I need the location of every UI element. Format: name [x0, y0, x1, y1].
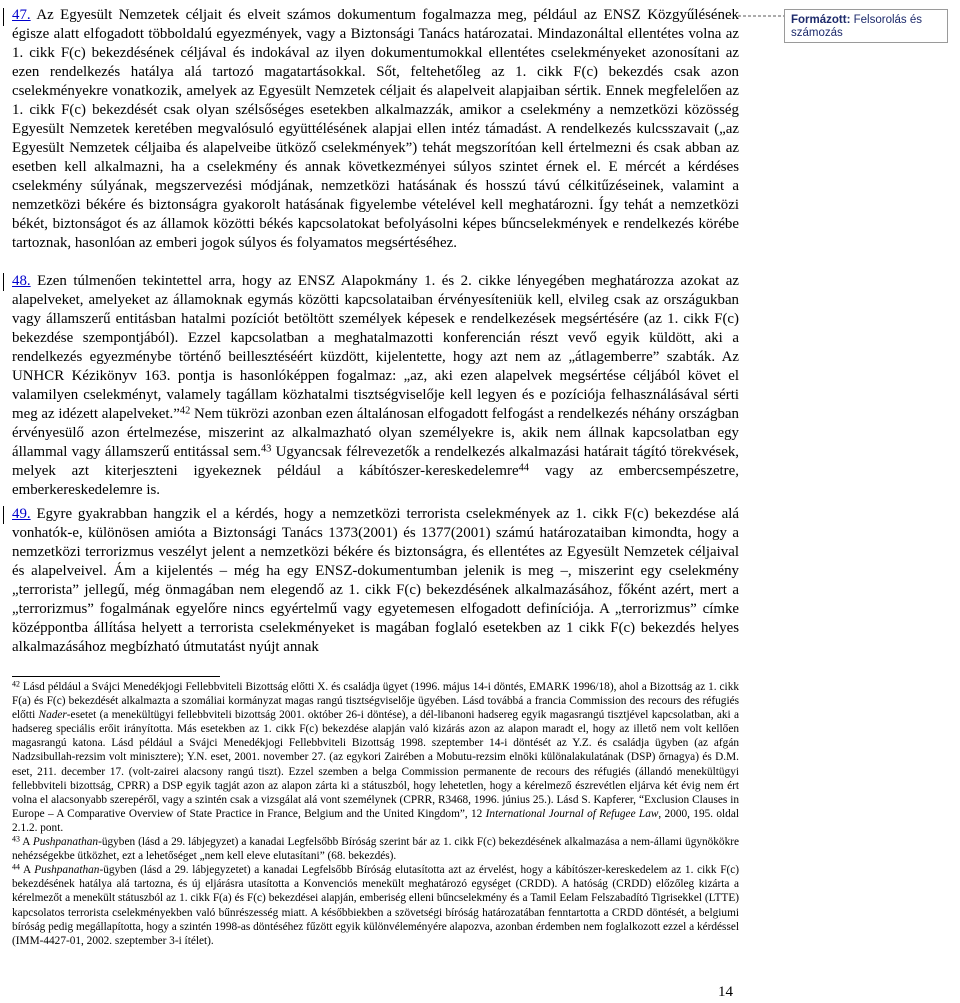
paragraph-number[interactable]: 47.	[12, 7, 31, 23]
footnote-text: A	[22, 836, 33, 849]
comment-connector	[738, 14, 786, 18]
footnote-text: A	[22, 864, 35, 877]
footnotes	[12, 680, 739, 948]
footnote-number: 44	[12, 862, 20, 872]
paragraph-47	[12, 6, 739, 253]
formatting-comment-balloon[interactable]	[784, 9, 948, 43]
page-number: 14	[718, 984, 733, 1000]
change-bar	[3, 8, 4, 26]
paragraph-number[interactable]: 49.	[12, 506, 31, 522]
footnote-text: -ügyben (lásd a 29. lábjegyzetet) a kanadai Legfelsőbb Bíróság elutasította azt az érvelést, hogy a kábítószer-kereskedelem az 1. cikk F(c) bekezdésének hatálya alá tartozna, és új eljárásra utasította a Konvenciós menekült meghatározó egységet (CRDD). A hatóság (CRDD) előzőleg kizárta a kérelmezőt a menekült státuszból az 1. cikk F(a) és F(c) bekezdései alapján, emberiség elleni bűncselekmény és a Tamil Eelam Felszabadító Tigrisekkel (LTTE) kapcsolatos terrorista cselekményekben való bűnrészesség miatt. A későbbiekben a szövetségi bíróság határozatában fenntartotta a CRDD döntését, a belgiumi bíróság pedig megállapította, hogy a szintén 1998-as döntéséhez fűzött egyik különvéleményére alapozva, azonban érdemben nem foglalkozott ezzel a kérdéssel (IMM-4427-01, 2002. szeptember 3-i ítélet).	[12, 864, 740, 947]
footnote-number: 42	[12, 679, 20, 689]
paragraph-number[interactable]: 48.	[12, 273, 31, 289]
change-bar	[3, 506, 4, 524]
footnote-emphasis: Nader	[38, 709, 67, 722]
footnote-emphasis: International Journal of Refugee Law	[485, 807, 659, 820]
paragraph-text: Az Egyesült Nemzetek céljait és elveit számos dokumentum fogalmazza meg, például az ENSZ Közgyűlésének égisze alatt elfogadott többoldalú egyezmények, vagy a Biztonsági Tanács határozatai. Mindazonáltal ellentétes volna az 1. cikk F(c) bekezdésének céljával és indokával az ilyen dokumentumokkal ellentétes cselekményeket azonosítani az ezen rendelkezés hatálya alá tartozó magatartásokkal. Sőt, feltehetőleg az 1. cikk F(c) bekezdés csak azon cselekményekre vonatkozik, amelyek az Egyesült Nemzetek céljait és alapelveit alapjaiban sértik. Ennek megfelelően az 1. cikk F(c) bekezdését csak olyan szélsőséges esetekben alkalmazzák, amikor a cselekmény a nemzetközi közösség Egyesült Nemzetek keretében megvalósuló együttélésének alapjai ellen intéz támadást. A rendelkezés kulcsszavait („az Egyesült Nemzetek céljaiba és alapelveibe ütköző cselekmények”) tehát megszorítóan kell értelmezni és csak abban az esetben kell alkalmazni, ha a cselekmény és annak következményei súlyos szintet érnek el. E mércét a kérdéses cselekmény súlyának, megszervezési módjának, nemzetközi hatásának és hosszú távú célkitűzéseinek, valamint a nemzetközi békére és biztonságra gyakorolt hatásának figyelembe vételével kell meghatározni. Így tehát a nemzetközi békét, biztonságot és az államok közötti békés kapcsolatokat befolyásolni képes bűncselekmények e rendelkezés körébe tartoznak, hasonlóan az emberi jogok súlyos és folyamatos megsértéséhez.	[12, 7, 739, 251]
footnote-text: Lásd például a Svájci Menedékjogi Fellebbviteli Bizottság előtti X. és családja ügyet (1996. május 14-i döntés, EMARK 1996/18), ahol a Bizottság az 1. cikk F(a) és F(c) bekezdését alkalmazta a szomáliai kormányzat magas rangú tisztségviselője ügyében. Lásd továbbá a francia Commission des recours des réfugiés előtti	[12, 681, 739, 722]
footnote-text: , 2000, 195. oldal 2.1.2. pont.	[12, 807, 739, 834]
change-bar	[3, 273, 4, 291]
paragraph-text: Nem tükrözi azonban ezen általánosan elfogadott felfogást a rendelkezés néhány országban érvényesülő azon értelmezése, miszerint az alkalmazható olyan személyekre is, akik nem állnak kapcsolatban egy állammal vagy államszerű entitással sem.	[12, 406, 739, 460]
comment-label: Formázott:	[791, 14, 851, 26]
footnote-ref[interactable]: 44	[518, 462, 529, 474]
footnote-ref[interactable]: 42	[179, 405, 191, 417]
footnote-42	[12, 680, 739, 835]
paragraph-49	[12, 505, 739, 657]
footnote-text: -esetet (a menekültügyi fellebbviteli bizottság 2001. október 26-i döntése), a dél-libanoni hadsereg egyik magasrangú tisztjével kapcsolatban, aki a hadsereg speciális erőit irányította. Más esetekben az 1. cikk F(c) bekezdése alapján való kizárás azon az alapon maradt el, hogy az illető nem volt kellően magasrangú katona. Lásd például a Svájci Menedékjogi Fellebbviteli Bizottság 1998. szeptember 14-i döntését az Y.Z. és családja ügyben (az afgán Nadzsibullah-rezsim volt minisztere); Y.N. eset, 2001. november 27. (az egykori Zairében a Mobutu-rezsim elnöki különalakulatának (DSP) őrnagya) és D.M. eset, 211. december 17. (volt-zairei alacsony rangú tiszt). Ezzel szemben a belga Commission permanente de recours des réfugiés (állandó menekültügyi fellebbviteli bizottság, CPRR) a DSP egyik tagját azon az alapon zárta ki a státuszból, hogy lehetetlen, hogy a kérelmező észrevétlen eljárva két évig nem ért volna el alacsonyabb szerepéről, vagy a szintén csak a vizsgálat alá vont személynek (CPRR, R3468, 1996. június 25.). Lásd S. Kapferer, “Exclusion Clauses in Europe – A Comparative Overview of State Practice in France, Belgium and the United Kingdom”, 12	[12, 709, 739, 820]
footnote-number: 43	[12, 834, 20, 844]
footnote-text: -ügyben (lásd a 29. lábjegyzet) a kanadai Legfelsőbb Bíróság szerint bár az 1. cikk F(c) bekezdésének alkalmazása a nem-állami ügynökökre nehézségekbe ütközhet, ezt a lehetőséget „nem kell eleve elutasítani” (68. bekezdés).	[12, 836, 740, 863]
comment-text: Felsorolás és számozás	[791, 14, 923, 39]
paragraph-text: vagy az embercsempészetre, emberkereskedelemre is.	[12, 463, 739, 498]
paragraph-48	[12, 272, 739, 500]
footnote-separator	[12, 676, 220, 677]
footnote-ref[interactable]: 43	[260, 443, 272, 455]
paragraph-text: Egyre gyakrabban hangzik el a kérdés, hogy a nemzetközi terrorista cselekmények az 1. cikk F(c) bekezdése alá vonhatók-e, különösen amióta a Biztonsági Tanács 1373(2001) és 1377(2001) számú határozataiban kimondta, hogy a nemzetközi terrorizmus veszélyt jelent a nemzetközi békére és biztonságra, és ellentétes az Egyesült Nemzetek céljaival és alapelveivel. Ám a kijelentés – még ha egy ENSZ-dokumentumban jelenik is meg –, miszerint egy cselekmény „terrorista” jellegű, még önmagában nem elegendő az 1. cikk F(c) bekezdésének alkalmazásához, főként azért, mert a „terrorizmus” fogalmának egyelőre nincs egyértelmű vagy egyetemesen elfogadott definíciója. A „terrorizmus” címke középpontba állítása helyett a terrorista cselekményeket is magában foglaló esetekben az 1 cikk F(c) bekezdés helyes alkalmazásához megbízható útmutatást nyújt annak	[12, 506, 739, 655]
footnote-43	[12, 835, 739, 863]
footnote-emphasis: Pushpanathan	[34, 864, 100, 877]
paragraph-text: Ugyancsak félrevezetők a rendelkezés alkalmazási határait tágító törekvések, melyek azt kiterjeszteni igyekeznek például a kábítószer-kereskedelemre	[12, 444, 739, 479]
paragraph-text: Ezen túlmenően tekintettel arra, hogy az ENSZ Alapokmány 1. és 2. cikke lényegében meghatározza azokat az alapelveket, amelyeket az államoknak egymás közötti kapcsolataiban érvényesíteniük kell, elvileg csak az országukban vagy államszerű entitásban hatalmi pozíciót betöltött személyek képesek e rendelkezések megsértésére (az 1. cikk F(c) bekezdése szempontjából). Ezzel kapcsolatban a meghatalmazotti konferencián részt vevő egyik küldött, aki a rendelkezés egyezménybe történő beillesztéséért küzdött, kijelentette, hogy azt nem az „átlagemberre” szabták. Az UNHCR Kézikönyv 163. pontja is hasonlóképpen fogalmaz: „az, aki ezen alapelvek megsértése céljából követ el valamilyen cselekményt, valamely tagállam közhatalmi tisztségviselője kell legyen és e pozíciója felhasználásával sérti meg az idézett alapelveket.”	[12, 273, 739, 422]
footnote-emphasis: Pushpanathan	[32, 836, 99, 849]
footnote-44	[12, 863, 739, 948]
